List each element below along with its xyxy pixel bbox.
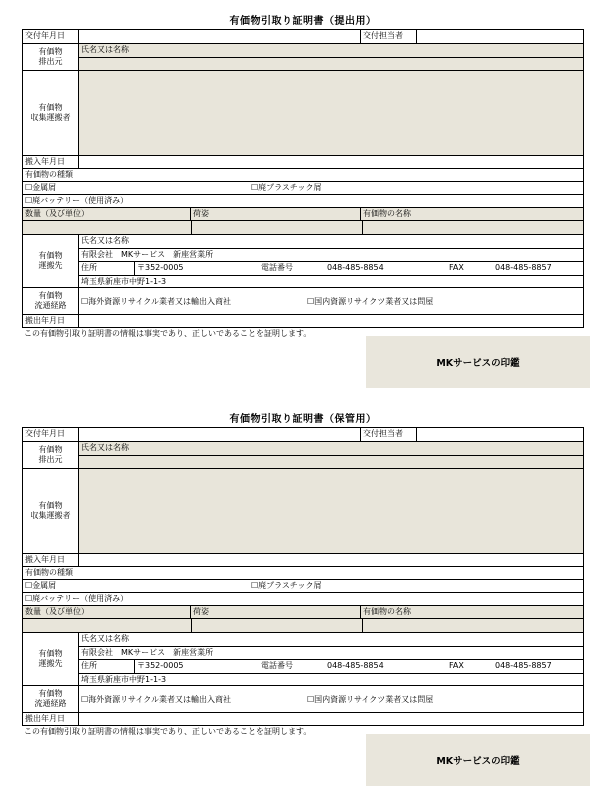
phone-number: 048-485-8854 [327,263,384,272]
certification-note: この有価物引取り証明書の情報は事実であり、正しいであることを証明します。 [24,329,312,338]
destination-label [23,235,79,287]
destination-label-line1: 有価物 [38,649,63,658]
postal-code: 〒352-0005 [137,661,184,670]
waste-plastic-checkbox[interactable]: ☐廃プラスチック屑 [251,183,322,192]
overseas-recycler-checkbox[interactable]: ☐海外資源リサイクル業者又は輸出入商社 [81,296,232,306]
quantity-label: 数量（及び単位） [23,208,191,220]
form-table [22,427,584,726]
destination-address: 埼玉県新座市中野1-1-3 [79,275,583,287]
discharger-name-field[interactable] [79,57,583,70]
phone-number: 048-485-8854 [327,661,384,670]
collector-label-line2: 収集運搬者 [30,511,71,520]
discharger-label-line2: 排出元 [38,57,63,66]
destination-label-line2: 運搬先 [38,659,63,668]
destination-contact-row [79,261,583,275]
destination-name-label: 氏名又は名称 [81,634,129,643]
metal-scrap-checkbox[interactable]: ☐金属屑 [25,183,57,192]
flow-label-line2: 流通経路 [34,699,67,708]
metal-scrap-checkbox[interactable]: ☐金属屑 [25,581,57,590]
overseas-recycler-checkbox[interactable]: ☐海外資源リサイクル業者又は輸出入商社 [81,694,232,704]
destination-address: 埼玉県新座市中野1-1-3 [79,673,583,685]
discharger-name-field[interactable] [79,455,583,468]
collector-label-line2: 収集運搬者 [30,113,71,122]
used-battery-checkbox[interactable]: ☐廃バッテリー（使用済み） [25,196,129,205]
certificate-form-archive [22,413,584,738]
certification-note: この有価物引取り証明書の情報は事実であり、正しいであることを証明します。 [24,727,312,736]
fax-number: 048-485-8857 [495,263,552,272]
discharger-name-label: 氏名又は名称 [81,443,129,452]
used-battery-checkbox[interactable]: ☐廃バッテリー（使用済み） [25,594,129,603]
fax-number: 048-485-8857 [495,661,552,670]
packing-field[interactable] [192,221,363,234]
flow-label-line1: 有価物 [38,689,63,698]
issue-date-field[interactable] [79,428,361,441]
issue-date-label: 交付年月日 [23,30,79,43]
postal-code: 〒352-0005 [137,263,184,272]
kind-title: 有価物の種類 [25,170,73,179]
carry-in-date-label: 搬入年月日 [23,554,79,566]
carry-out-date-label: 搬出年月日 [23,315,79,327]
packing-field[interactable] [192,619,363,632]
discharger-label-line1: 有価物 [38,445,63,454]
collector-label [23,469,79,553]
carry-out-date-field[interactable] [79,713,583,725]
packing-label: 荷姿 [191,606,361,618]
company-seal-box: MKサービスの印鑑 [366,734,590,786]
flow-options [79,686,583,712]
issuer-field[interactable] [417,428,583,441]
domestic-recycler-checkbox[interactable]: ☐国内資源リサイクツ業者又は問屋 [307,296,434,306]
collector-field[interactable] [79,469,583,553]
carry-in-date-field[interactable] [79,156,583,168]
discharger-label-line1: 有価物 [38,47,63,56]
carry-in-date-field[interactable] [79,554,583,566]
item-name-label: 有価物の名称 [363,607,411,616]
issue-date-field[interactable] [79,30,361,43]
quantity-field[interactable] [23,221,192,234]
flow-label [23,686,79,712]
destination-info [79,633,583,685]
phone-label: 電話番号 [261,263,293,272]
destination-company: 有限会社 MKサービス 新座営業所 [79,646,583,659]
discharger-label [23,442,79,468]
flow-options [79,288,583,314]
carry-out-date-field[interactable] [79,315,583,327]
issuer-label: 交付担当者 [361,428,417,441]
discharger-field[interactable] [79,44,583,70]
discharger-name-label: 氏名又は名称 [81,45,129,54]
phone-label: 電話番号 [261,661,293,670]
form-title: 有価物引取り証明書（保管用） [229,414,377,425]
destination-name-label: 氏名又は名称 [81,236,129,245]
destination-contact-row [79,659,583,673]
flow-label-line1: 有価物 [38,291,63,300]
issuer-field[interactable] [417,30,583,43]
discharger-label [23,44,79,70]
destination-company: 有限会社 MKサービス 新座営業所 [79,248,583,261]
carry-out-date-label: 搬出年月日 [23,713,79,725]
quantity-field[interactable] [23,619,192,632]
carry-in-date-label: 搬入年月日 [23,156,79,168]
kind-title: 有価物の種類 [25,568,73,577]
collector-label [23,71,79,155]
form-title: 有価物引取り証明書（提出用） [229,16,377,27]
issue-date-label: 交付年月日 [23,428,79,441]
item-name-label: 有価物の名称 [363,209,411,218]
collector-label-line1: 有価物 [38,501,63,510]
collector-label-line1: 有価物 [38,103,63,112]
address-label: 住所 [79,262,135,275]
company-seal-box: MKサービスの印鑑 [366,336,590,388]
address-label: 住所 [79,660,135,673]
item-name-field[interactable] [363,221,583,234]
issuer-label: 交付担当者 [361,30,417,43]
destination-label-line2: 運搬先 [38,261,63,270]
certificate-form-submission [22,15,584,340]
item-name-field[interactable] [363,619,583,632]
domestic-recycler-checkbox[interactable]: ☐国内資源リサイクツ業者又は問屋 [307,694,434,704]
destination-info [79,235,583,287]
quantity-label: 数量（及び単位） [23,606,191,618]
discharger-field[interactable] [79,442,583,468]
packing-label: 荷姿 [191,208,361,220]
destination-label-line1: 有価物 [38,251,63,260]
flow-label [23,288,79,314]
waste-plastic-checkbox[interactable]: ☐廃プラスチック屑 [251,581,322,590]
collector-field[interactable] [79,71,583,155]
destination-label [23,633,79,685]
discharger-label-line2: 排出元 [38,455,63,464]
flow-label-line2: 流通経路 [34,301,67,310]
fax-label: FAX [449,661,464,670]
fax-label: FAX [449,263,464,272]
form-table [22,29,584,328]
